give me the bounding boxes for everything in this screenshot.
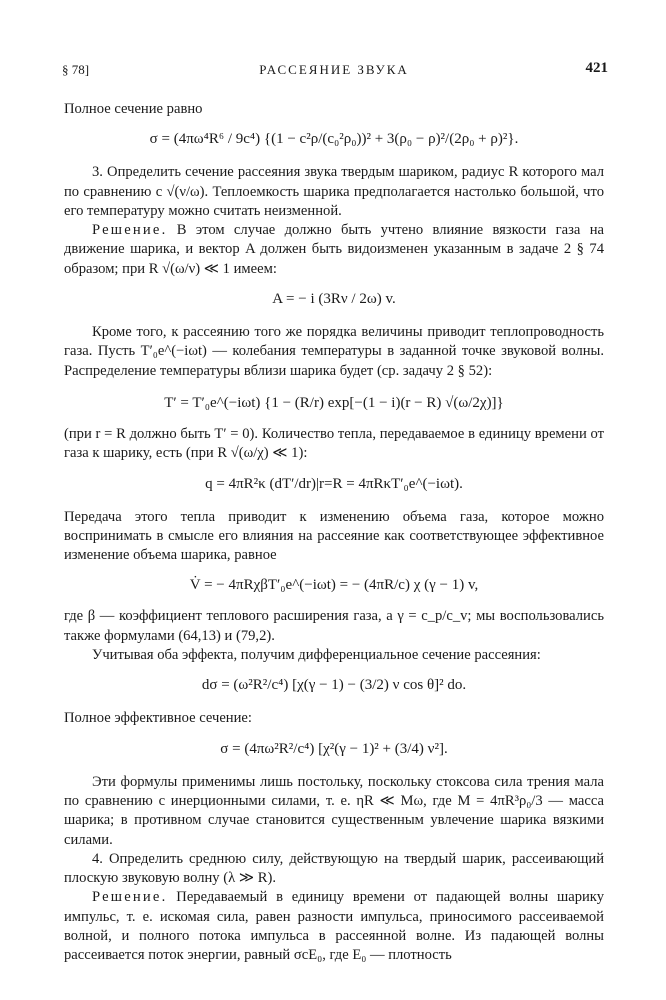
formula-temperature: T′ = T′₀e^(−iωt) {1 − (R/r) exp[−(1 − i)(r − R) √(ω/2χ)]} [164, 394, 504, 411]
paragraph-heat-conduction: Кроме того, к рассеянию того же порядка величины приводит теплопроводность газа. Пусть T′₀e^(−iωt) — колебания температуры в заданной точке звуковой волны. Распределение температуры вблизи шарика будет (ср. задачу 2 § 52): [64, 324, 604, 379]
paragraph-beta-definition: где β — коэффициент теплового расширения газа, а γ = c_p/c_v; мы воспользовались также формулами (64,13) и (79,2). [64, 608, 604, 644]
paragraph-heat-amount: (при r = R должно быть T′ = 0). Количество тепла, передаваемое в единицу времени от газа к шарику, есть (при R √(ω/χ) ≪ 1): [64, 425, 604, 462]
formula-volume-change: V̇ = − 4πRχβT′₀e^(−iωt) = − (4πR/c) χ (γ − 1) v, [189, 577, 479, 594]
book-page [62, 58, 608, 966]
paragraph-problem-3: 3. Определить сечение рассеяния звука твердым шариком, радиус R которого мал по сравнению с √(ν/ω). Теплоемкость шарика предполагается настолько большой, что его температуру можно считать неизменной. [64, 164, 604, 219]
paragraph-both-effects: Учитывая оба эффекта, получим дифференциальное сечение рассеяния: [92, 647, 541, 664]
running-header [62, 58, 608, 80]
paragraph-problem-4: 4. Определить среднюю силу, действующую на твердый шарик, рассеивающий плоскую звуковую волну (λ ≫ R). [64, 850, 604, 887]
running-title: РАССЕЯНИЕ ЗВУКА [259, 62, 409, 77]
solution-4-text: Передаваемый в единицу времени от падающей волны шарику импульс, т. е. искомая сила, равен разности импульса, приносимого рассеиваемой волной, и полного потока импульса в рассеянной волне. Из падающей волны рассеивается поток энергии, равный σcE₀, где E₀ — плотность [64, 889, 604, 964]
solution-label: Решение. [92, 889, 168, 906]
paragraph-total-cross-section-intro: Полное сечение равно [64, 101, 203, 117]
paragraph-solution-3 [64, 221, 604, 279]
formula-sigma-effective: σ = (4πω²R²/c⁴) [χ²(γ − 1)² + (3/4) ν²]. [220, 740, 448, 757]
formula-sigma-total: σ = (4πω⁴R⁶ / 9c⁴) {(1 − c²ρ/(c₀²ρ₀))² + 3(ρ₀ − ρ)²/(2ρ₀ + ρ)²}. [149, 131, 519, 148]
formula-heat-q: q = 4πR²κ (dT′/dr)|r=R = 4πRκT′₀e^(−iωt). [205, 475, 463, 492]
paragraph-total-effective-cross-section: Полное эффективное сечение: [64, 710, 252, 727]
section-reference: § 78] [62, 62, 90, 77]
solution-label: Решение. [92, 222, 168, 239]
paragraph-heat-transfer: Передача этого тепла приводит к изменению объема газа, которое можно воспринимать в смысле его влияния на рассеяние как соответствующее эффективное изменение объема шарика, равное [64, 508, 604, 564]
paragraph-solution-4 [64, 888, 604, 965]
formula-vector-A: A = − i (3Rν / 2ω) v. [272, 291, 396, 308]
paragraph-applicability: Эти формулы применимы лишь постольку, поскольку стоксова сила трения мала по сравнению с инерционными силами, т. е. ηR ≪ Mω, где M = 4πR³ρ₀/3 — масса шарика; в противном случае становится существенным увлечение шарика вязкими силами. [64, 773, 604, 848]
solution-3-text: В этом случае должно быть учтено влияние вязкости газа на движение шарика, и вектор A должен быть видоизменен указанным в задаче 2 § 74 образом; при R √(ω/ν) ≪ 1 имеем: [64, 222, 604, 277]
page-number: 421 [585, 60, 608, 76]
formula-differential-cross-section: dσ = (ω²R²/c⁴) [χ(γ − 1) − (3/2) ν cos θ]² do. [201, 677, 467, 694]
